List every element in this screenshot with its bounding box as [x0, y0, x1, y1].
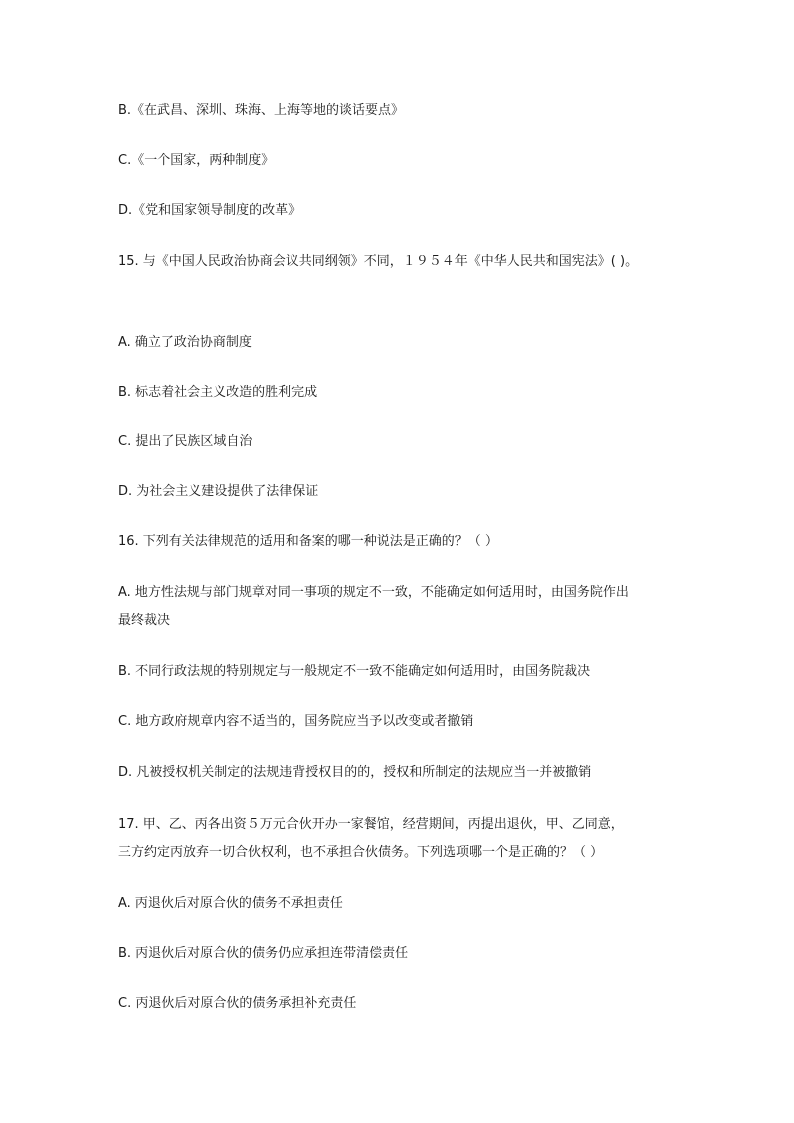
option-16-d: D. 凡被授权机关制定的法规违背授权目的的，授权和所制定的法规应当一并被撤销 — [118, 765, 592, 780]
option-16-a: A. 地方性法规与部门规章对同一事项的规定不一致，不能确定如何适用时，由国务院作出 — [118, 585, 629, 600]
option-14-c: C.《一个国家，两种制度》 — [118, 153, 275, 168]
option-17-c: C. 丙退伙后对原合伙的债务承担补充责任 — [118, 996, 357, 1011]
option-15-d: D. 为社会主义建设提供了法律保证 — [118, 484, 319, 499]
option-16-b: B. 不同行政法规的特别规定与一般规定不一致不能确定如何适用时，由国务院裁决 — [118, 664, 591, 679]
option-17-a: A. 丙退伙后对原合伙的债务不承担责任 — [118, 896, 343, 911]
question-17: 17. 甲、乙、丙各出资５万元合伙开办一家餐馆，经营期间，丙提出退伙，甲、乙同意， — [118, 817, 624, 832]
option-16-a-continued: 最终裁决 — [118, 613, 171, 628]
question-15: 15. 与《中国人民政治协商会议共同纲领》不同，１９５４年《中华人民共和国宪法》( )。 — [118, 254, 639, 269]
option-15-c: C. 提出了民族区域自治 — [118, 434, 253, 449]
option-15-b: B. 标志着社会主义改造的胜利完成 — [118, 385, 318, 400]
question-16: 16. 下列有关法律规范的适用和备案的哪一种说法是正确的？（ ） — [118, 534, 498, 549]
option-16-c: C. 地方政府规章内容不适当的，国务院应当予以改变或者撤销 — [118, 714, 474, 729]
option-15-a: A. 确立了政治协商制度 — [118, 335, 252, 350]
question-17-continued: 三方约定丙放弃一切合伙权利，也不承担合伙债务。下列选项哪一个是正确的？（ ） — [118, 845, 604, 860]
option-14-b: B.《在武昌、深圳、珠海、上海等地的谈话要点》 — [118, 103, 405, 118]
option-17-b: B. 丙退伙后对原合伙的债务仍应承担连带清偿责任 — [118, 946, 409, 961]
option-14-d: D.《党和国家领导制度的改革》 — [118, 203, 302, 218]
